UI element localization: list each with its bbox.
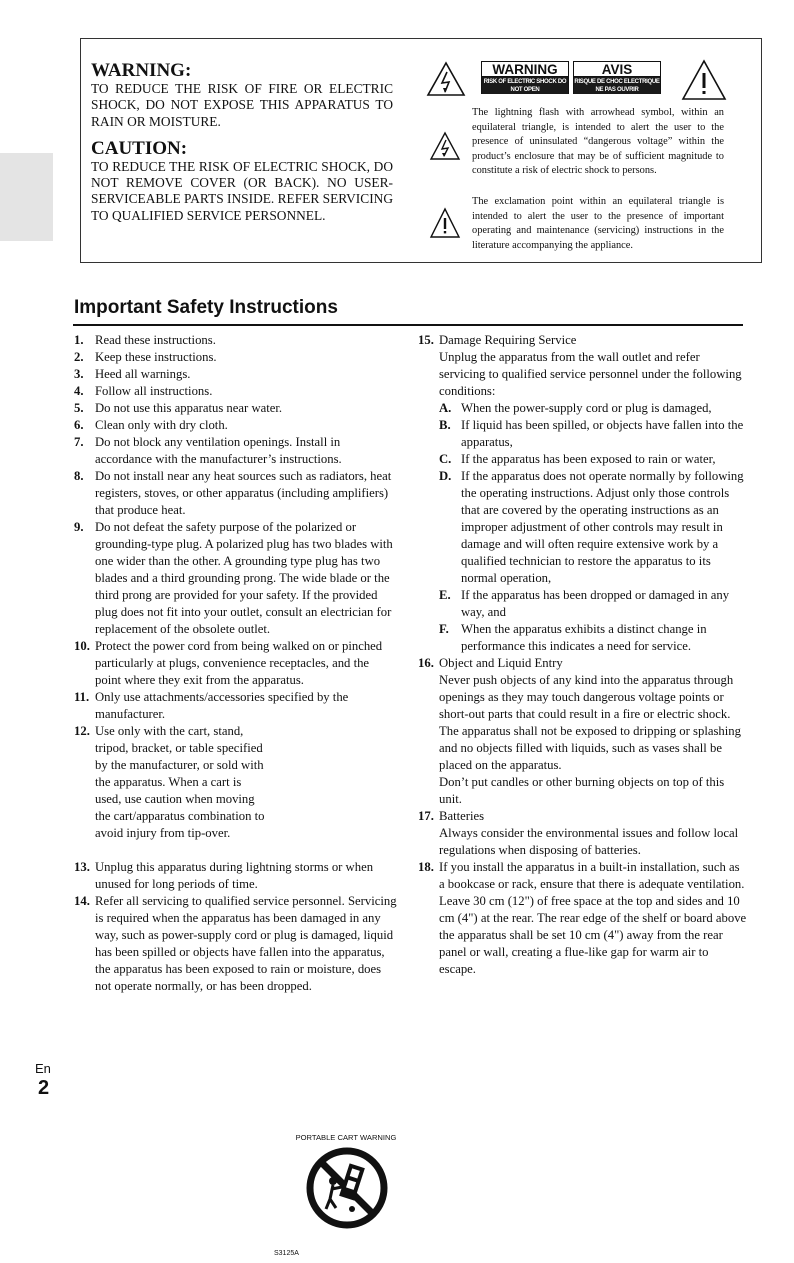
item-16-paragraph: Never push objects of any kind into the apparatus through openings as they may touch dangerous voltage points or short-out parts that could result in a fire or electric shock. xyxy=(439,673,734,721)
instruction-item-18 xyxy=(418,859,748,978)
item-15-intro: Unplug the apparatus from the wall outlet and refer servicing to qualified service personnel under the following conditions: xyxy=(439,350,742,398)
condition-text: When the power-supply cord or plug is damaged, xyxy=(461,401,712,415)
condition-letter: D. xyxy=(439,469,452,483)
condition-letter: F. xyxy=(439,622,449,636)
language-label: En xyxy=(35,1061,51,1076)
caution-heading: CAUTION: xyxy=(91,137,188,159)
item-text: Do not defeat the safety purpose of the polarized or grounding-type plug. A polarized plug has two blades with one wider than the other. A grounding type plug has two blades and a third grounding prong. The wide blade or the third prong are provided for your safety. If the provided plug does not fit into your outlet, consult an electrician for replacement of the obsolete outlet. xyxy=(95,520,393,636)
item-number: 5. xyxy=(74,401,84,415)
portable-cart-warning xyxy=(274,1133,408,1263)
item-15-title: Damage Requiring Service xyxy=(439,333,577,347)
right-column xyxy=(418,332,748,978)
instruction-item xyxy=(74,366,398,383)
instruction-item xyxy=(74,638,398,689)
instruction-list-continued xyxy=(74,859,398,995)
item-number: 16. xyxy=(418,656,434,670)
condition-item xyxy=(439,621,748,655)
instruction-item xyxy=(74,893,398,995)
instruction-item xyxy=(74,400,398,417)
lightning-triangle-icon xyxy=(426,61,466,97)
condition-list xyxy=(439,400,748,655)
condition-letter: C. xyxy=(439,452,452,466)
warning-text: TO REDUCE THE RISK OF FIRE OR ELECTRIC SHOCK, DO NOT EXPOSE THIS APPARATUS TO RAIN OR MOISTURE. xyxy=(91,81,393,129)
item-16-paragraph: The apparatus shall not be exposed to dripping or splashing and no objects filled with liquids, such as vases shall be placed on the apparatus. xyxy=(439,724,741,772)
item-text: Do not install near any heat sources such as radiators, heat registers, stoves, or other apparatus (including amplifiers) that produce heat. xyxy=(95,469,392,517)
warning-heading: WARNING: xyxy=(91,60,192,81)
item-18-text: If you install the apparatus in a built-in installation, such as a bookcase or rack, ensure that there is adequate ventilation. xyxy=(439,860,745,891)
item-number: 2. xyxy=(74,350,84,364)
condition-text: If liquid has been spilled, or objects have fallen into the apparatus, xyxy=(461,418,744,449)
item-12-text: Use only with the cart, stand, tripod, bracket, or table specified by the manufacturer, or sold with the apparatus. When a cart is used, use caution when moving the cart/apparatus combination to avoid injury from tip-over. xyxy=(95,724,265,840)
item-text: Only use attachments/accessories specified by the manufacturer. xyxy=(95,690,349,721)
badge-avis xyxy=(573,61,661,94)
instruction-item-17 xyxy=(418,808,748,859)
item-number: 12. xyxy=(74,724,90,738)
condition-text: If the apparatus does not operate normally by following the operating instructions. Adjust only those controls that are covered by the operating instructions as an improper adjustment of other controls may result in damage and will often require extensive work by a qualified technician to restore the apparatus to its normal operation, xyxy=(461,469,744,585)
item-text: Do not block any ventilation openings. Install in accordance with the manufacturer’s instructions. xyxy=(95,435,342,466)
item-number: 4. xyxy=(74,384,84,398)
instruction-list xyxy=(74,332,398,723)
item-number: 6. xyxy=(74,418,84,432)
condition-text: If the apparatus has been exposed to rain or water, xyxy=(461,452,716,466)
side-tab-marker xyxy=(0,153,53,241)
instruction-item xyxy=(74,859,398,893)
cart-code: S3125A xyxy=(274,1250,299,1257)
caution-text: TO REDUCE THE RISK OF ELECTRIC SHOCK, DO NOT REMOVE COVER (OR BACK). NO USER-SERVICEABLE PARTS INSIDE. REFER SERVICING TO QUALIFIED SERVICE PERSONNEL. xyxy=(91,158,393,223)
condition-letter: B. xyxy=(439,418,451,432)
lightning-triangle-small-icon xyxy=(429,131,461,161)
cart-warning-label: PORTABLE CART WARNING xyxy=(295,1133,397,1142)
instruction-item xyxy=(74,349,398,366)
condition-item xyxy=(439,417,748,451)
badge-avis-sub: RISQUE DE CHOC ELECTRIQUE NE PAS OUVRIR xyxy=(574,79,660,93)
item-text: Clean only with dry cloth. xyxy=(95,418,228,432)
page-number: 2 xyxy=(38,1077,50,1099)
item-number: 11. xyxy=(74,690,90,704)
badge-warning-sub: RISK OF ELECTRIC SHOCK DO NOT OPEN xyxy=(483,79,567,93)
item-text: Follow all instructions. xyxy=(95,384,213,398)
instruction-item xyxy=(74,468,398,519)
instruction-item xyxy=(74,417,398,434)
item-16-title: Object and Liquid Entry xyxy=(439,656,563,670)
item-number: 13. xyxy=(74,860,90,874)
item-text: Unplug this apparatus during lightning storms or when unused for long periods of time. xyxy=(95,860,374,891)
instruction-item xyxy=(74,332,398,349)
exclamation-symbol-description: The exclamation point within an equilateral triangle is intended to alert the user to the presence of important operating and maintenance (servicing) instructions in the literature accompanying the appliance. xyxy=(472,196,724,251)
cart-tipover-icon xyxy=(306,1147,388,1229)
condition-item xyxy=(439,400,748,417)
item-number: 8. xyxy=(74,469,84,483)
instruction-item xyxy=(74,519,398,638)
instruction-item-16 xyxy=(418,655,748,808)
badge-avis-title: AVIS xyxy=(574,62,660,77)
item-number: 3. xyxy=(74,367,84,381)
item-text: Protect the power cord from being walked on or pinched particularly at plugs, convenience receptacles, and the point where they exit from the apparatus. xyxy=(95,639,383,687)
item-16-paragraph: Don’t put candles or other burning objects on top of this unit. xyxy=(439,775,725,806)
item-number: 7. xyxy=(74,435,84,449)
condition-text: When the apparatus exhibits a distinct change in performance this indicates a need for service. xyxy=(461,622,707,653)
instruction-item xyxy=(74,434,398,468)
title-divider xyxy=(73,324,743,326)
left-column xyxy=(74,332,398,1257)
item-number: 9. xyxy=(74,520,84,534)
badge-warning-title: WARNING xyxy=(482,62,568,77)
item-text: Do not use this apparatus near water. xyxy=(95,401,283,415)
lightning-symbol-description: The lightning flash with arrowhead symbol, within an equilateral triangle, is intended to alert the user to the presence of uninsulated “dangerous voltage” within the product’s enclosure that may be of sufficient magnitude to constitute a risk of electric shock to persons. xyxy=(472,107,724,176)
warning-text-block xyxy=(91,61,393,224)
condition-letter: E. xyxy=(439,588,451,602)
item-17-paragraph: Always consider the environmental issues and follow local regulations when disposing of batteries. xyxy=(439,826,739,857)
condition-text: If the apparatus has been dropped or damaged in any way, and xyxy=(461,588,730,619)
item-text: Keep these instructions. xyxy=(95,350,217,364)
condition-item xyxy=(439,468,748,587)
instruction-item xyxy=(74,689,398,723)
item-number: 15. xyxy=(418,333,434,347)
item-number: 1. xyxy=(74,333,84,347)
item-number: 10. xyxy=(74,639,90,653)
item-17-title: Batteries xyxy=(439,809,485,823)
item-18-paragraph: Leave 30 cm (12") of free space at the top and sides and 10 cm (4") at the rear. The rear edge of the shelf or board above the apparatus shall be set 10 cm (4") away from the rear panel or wall, creating a flue-like gap for warm air to escape. xyxy=(439,894,747,976)
condition-letter: A. xyxy=(439,401,452,415)
badge-warning xyxy=(481,61,569,94)
item-number: 18. xyxy=(418,860,434,874)
item-number: 14. xyxy=(74,894,90,908)
condition-item xyxy=(439,587,748,621)
condition-item xyxy=(439,451,748,468)
exclamation-triangle-icon xyxy=(681,59,727,101)
instruction-item-15 xyxy=(418,332,748,655)
exclamation-triangle-small-icon xyxy=(429,207,461,239)
item-text: Read these instructions. xyxy=(95,333,216,347)
instruction-item xyxy=(74,383,398,400)
page-title: Important Safety Instructions xyxy=(74,297,338,318)
warning-box xyxy=(80,38,762,263)
item-text: Heed all warnings. xyxy=(95,367,191,381)
item-text: Refer all servicing to qualified service personnel. Servicing is required when the apparatus has been damaged in any way, such as power-supply cord or plug is damaged, liquid has been spilled or objects have fallen into the apparatus, the apparatus has been exposed to rain or moisture, does not operate normally, or has been dropped. xyxy=(95,894,397,993)
item-number: 17. xyxy=(418,809,434,823)
